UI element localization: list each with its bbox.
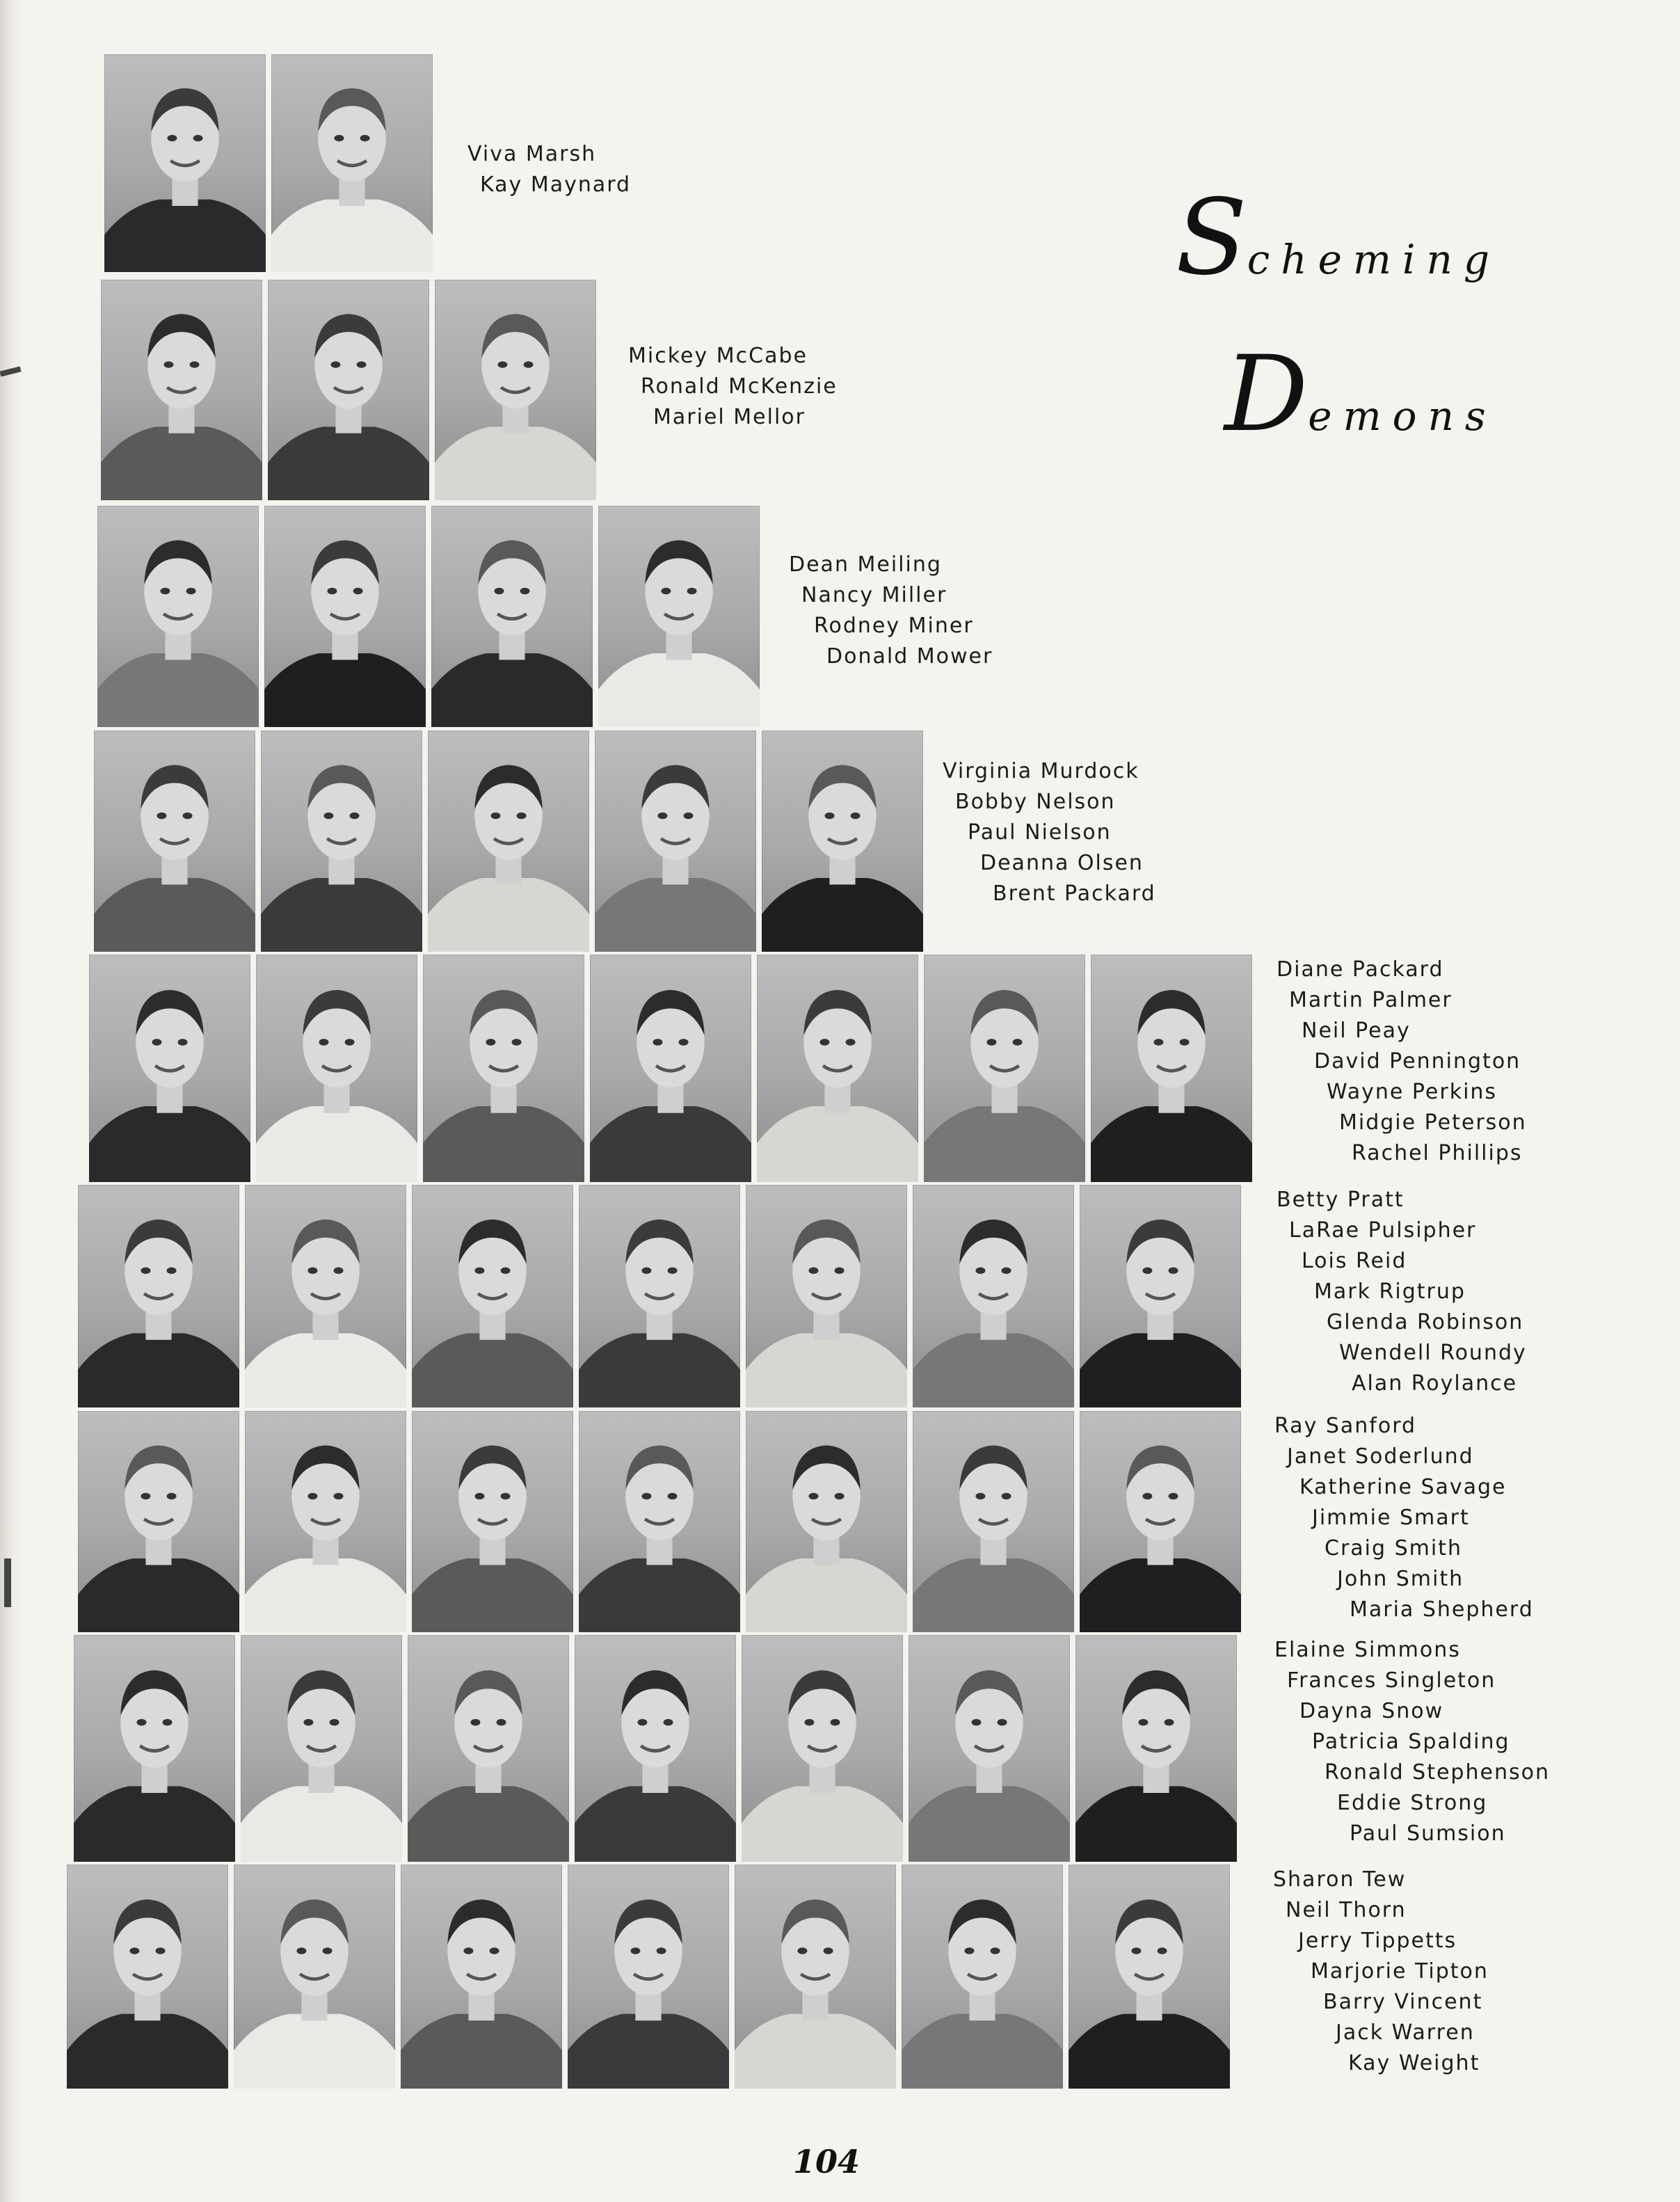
student-portrait [431,506,593,727]
student-portrait [924,955,1085,1182]
student-portrait [1069,1865,1230,2089]
student-portrait [913,1411,1074,1632]
student-portrait [261,731,422,952]
section-title-line-2 [1224,334,1497,455]
student-portrait [234,1865,395,2089]
student-portrait [264,506,426,727]
student-portrait [598,506,760,727]
student-name: Wendell Roundy [1339,1341,1527,1365]
student-portrait [271,54,433,272]
student-portrait [1075,1635,1237,1862]
student-name: Sharon Tew [1273,1867,1407,1892]
student-portrait [902,1865,1063,2089]
student-name: Mark Rigtrup [1314,1279,1466,1304]
student-name: Kay Weight [1348,2051,1480,2075]
student-portrait [579,1185,740,1407]
student-portrait [1080,1185,1241,1407]
student-portrait [742,1635,903,1862]
student-portrait [101,280,262,500]
student-name: Ronald McKenzie [641,374,838,399]
student-portrait [909,1635,1070,1862]
student-portrait [408,1635,569,1862]
student-portrait [579,1411,740,1632]
student-name: Jack Warren [1336,2020,1475,2045]
student-name: Neil Thorn [1286,1898,1407,1922]
student-name: Lois Reid [1302,1249,1407,1273]
student-portrait [762,731,923,952]
student-name: Katherine Savage [1299,1475,1507,1499]
student-name: Marjorie Tipton [1311,1959,1489,1984]
student-name: Wayne Perkins [1327,1080,1498,1104]
student-portrait [97,506,259,727]
student-portrait [746,1185,907,1407]
student-portrait [423,955,584,1182]
student-name: Paul Nielson [968,820,1112,845]
row-name-list [1277,955,1527,1169]
student-name: John Smith [1337,1567,1464,1591]
student-portrait [78,1411,239,1632]
student-name: Midgie Peterson [1339,1110,1527,1135]
student-name: Craig Smith [1325,1536,1462,1561]
student-portrait [401,1865,562,2089]
row-name-list [1273,1865,1489,2079]
student-name: Neil Peay [1302,1019,1411,1043]
student-portrait [89,955,250,1182]
row-name-list [628,341,838,433]
student-name: Donald Mower [826,644,993,669]
student-portrait [1080,1411,1241,1632]
row-name-list [1274,1411,1534,1625]
page-binding-edge [0,0,24,2202]
student-portrait [104,54,266,272]
student-name: Glenda Robinson [1327,1310,1524,1334]
student-name: Brent Packard [993,881,1156,906]
student-name: Diane Packard [1277,957,1444,982]
student-portrait [412,1411,573,1632]
student-name: Kay Maynard [480,173,632,197]
section-title-line-1 [1176,177,1501,298]
student-portrait [590,955,751,1182]
student-portrait [435,280,596,500]
student-name: Janet Soderlund [1287,1444,1474,1469]
row-name-list [789,550,993,672]
row-name-list [1274,1635,1550,1849]
student-portrait [94,731,255,952]
student-portrait [256,955,417,1182]
student-name: Deanna Olsen [980,851,1144,875]
student-portrait [241,1635,402,1862]
student-portrait [575,1635,736,1862]
student-portrait [245,1411,406,1632]
student-portrait [746,1411,907,1632]
student-name: Rachel Phillips [1352,1141,1523,1165]
student-name: Jimmie Smart [1312,1506,1470,1530]
student-name: Viva Marsh [467,142,597,166]
student-portrait [67,1865,228,2089]
section-title-text: cheming [1247,236,1501,283]
section-title-text: emons [1308,392,1497,440]
student-name: Martin Palmer [1289,988,1453,1012]
student-portrait [412,1185,573,1407]
student-name: Barry Vincent [1323,1990,1483,2014]
student-portrait [78,1185,239,1407]
row-name-list [1277,1185,1527,1399]
student-portrait [268,280,429,500]
student-name: Virginia Murdock [943,759,1139,783]
student-portrait [428,731,589,952]
student-name: Mariel Mellor [653,405,806,429]
student-name: Dayna Snow [1299,1699,1444,1723]
student-name: Patricia Spalding [1312,1730,1510,1754]
student-portrait [913,1185,1074,1407]
student-name: Alan Roylance [1352,1371,1518,1396]
student-name: Frances Singleton [1287,1668,1496,1693]
row-name-list [943,756,1156,909]
section-title-initial: S [1176,177,1247,298]
student-name: David Pennington [1314,1049,1521,1074]
student-portrait [245,1185,406,1407]
student-portrait [735,1865,896,2089]
student-portrait [757,955,918,1182]
student-name: Dean Meiling [789,552,942,577]
student-portrait [74,1635,235,1862]
row-name-list [467,139,631,200]
student-portrait [568,1865,729,2089]
student-name: Jerry Tippetts [1298,1929,1457,1953]
student-name: Paul Sumsion [1350,1821,1506,1846]
student-name: Rodney Miner [814,614,974,638]
section-title-initial: D [1224,334,1309,455]
student-name: Elaine Simmons [1274,1638,1461,1662]
student-name: Bobby Nelson [955,790,1116,814]
student-name: Ronald Stephenson [1325,1760,1550,1785]
page-edge-mark [4,1558,11,1607]
student-name: Mickey McCabe [628,344,808,368]
student-name: Maria Shepherd [1350,1597,1534,1622]
student-portrait [1091,955,1252,1182]
page-number: 104 [793,2143,861,2180]
student-portrait [595,731,756,952]
student-name: LaRae Pulsipher [1289,1218,1477,1243]
student-name: Eddie Strong [1337,1791,1488,1815]
student-name: Nancy Miller [801,583,947,607]
student-name: Betty Pratt [1277,1188,1405,1212]
student-name: Ray Sanford [1274,1414,1417,1438]
